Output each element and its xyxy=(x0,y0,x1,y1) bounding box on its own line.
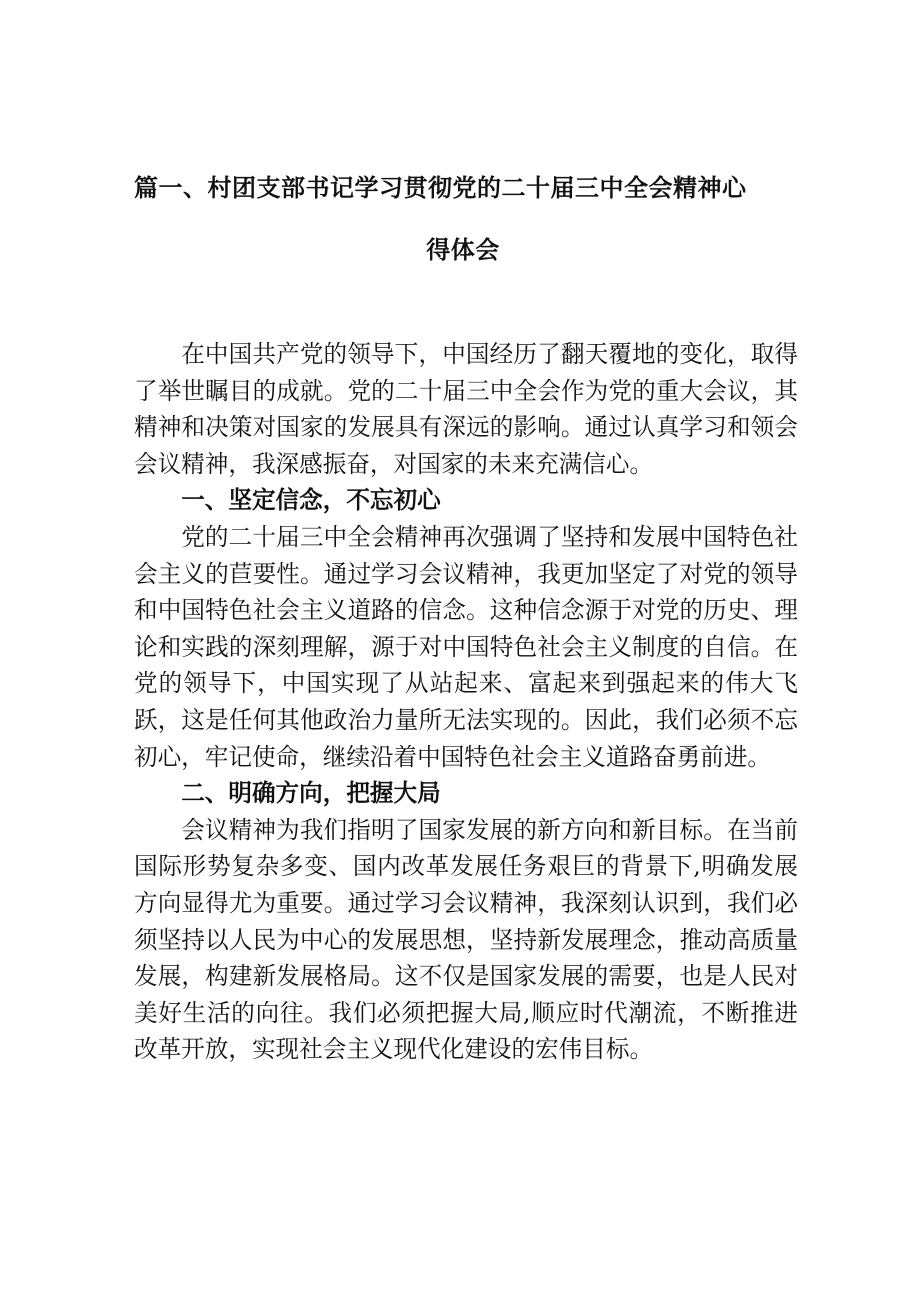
paragraph-intro: 在中国共产党的领导下，中国经历了翻天覆地的变化，取得了举世瞩目的成就。党的二十届三中全会作为党的重大会议，其精神和决策对国家的发展具有深远的影响。通过认真学习和领会会议精神，我深感振奋，对国家的未来充满信心。 xyxy=(134,340,798,478)
document-body xyxy=(134,336,798,1068)
paragraph-section-2: 会议精神为我们指明了国家发展的新方向和新目标。在当前国际形势复杂多变、国内改革发展任务艰巨的背景下,明确发展方向显得尤为重要。通过学习会议精神，我深刻认识到，我们必须坚持以人民为中心的发展思想，坚持新发展理念，推动高质量发展，构建新发展格局。这不仅是国家发展的需要，也是人民对美好生活的向往。我们必须把握大局,顺应时代潮流，不断推进改革开放，实现社会主义现代化建设的宏伟目标。 xyxy=(134,815,798,1064)
document-title-line-1: 篇一、村团支部书记学习贯彻党的二十届三中全会精神心 xyxy=(134,174,747,202)
document-title-line-2: 得体会 xyxy=(426,236,500,264)
section-heading-1: 一、坚定信念，不忘初心 xyxy=(181,486,441,515)
paragraph-section-1: 党的二十届三中全会精神再次强调了坚持和发展中国特色社会主义的苣要性。通过学习会议精神，我更加坚定了对党的领导和中国特色社会主义道路的信念。这种信念源于对党的历史、理论和实践的深刻理解，源于对中国特色社会主义制度的自信。在党的领导下，中国实现了从站起来、富起来到强起来的伟大飞跃，这是任何其他政治力量所无法实现的。因此，我们必须不忘初心，牢记使命，继续沿着中国特色社会主义道路奋勇前进。 xyxy=(134,522,798,771)
section-heading-2: 二、明确方向，把握大局 xyxy=(181,779,441,808)
